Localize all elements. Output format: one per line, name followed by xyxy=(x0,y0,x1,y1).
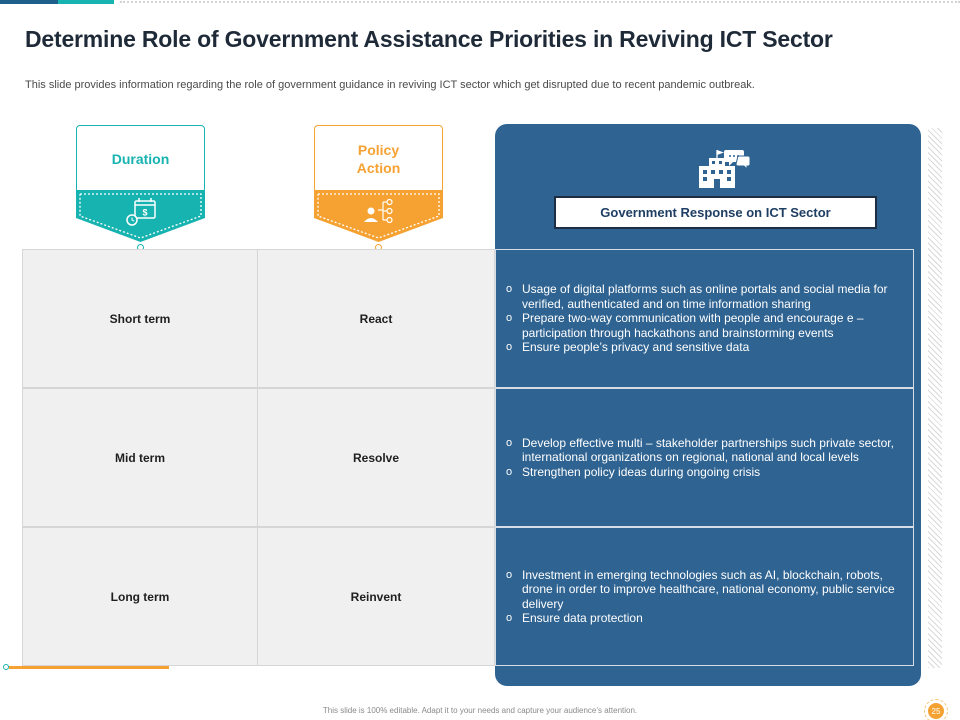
policy-header-line2: Action xyxy=(356,160,401,176)
table-row xyxy=(22,249,914,388)
response-header-label: Government Response on ICT Sector xyxy=(600,205,831,220)
response-cell xyxy=(495,527,914,666)
bullet-item: o Investment in emerging technologies such as AI, blockchain, robots, drone in order to improve healthcare, national economy, public service delivery xyxy=(506,568,905,612)
policy-label: React xyxy=(359,311,393,326)
duration-arrow-banner xyxy=(76,190,205,242)
slide-title: Determine Role of Government Assistance Priorities in Reviving ICT Sector xyxy=(25,26,833,52)
footer-note: This slide is 100% editable. Adapt it to your needs and capture your audience’s attention. xyxy=(322,706,638,715)
bullet-item: o Strengthen policy ideas during ongoing crisis xyxy=(506,465,905,480)
policy-header-label xyxy=(357,141,401,177)
response-cell xyxy=(495,249,914,388)
policy-label: Resolve xyxy=(352,450,400,465)
duration-cell xyxy=(22,388,258,527)
decorative-hatch xyxy=(928,128,942,668)
response-cell xyxy=(495,388,914,527)
bottom-accent-line xyxy=(9,666,169,669)
table-row xyxy=(22,527,914,666)
bullet-item: o Ensure people’s privacy and sensitive data xyxy=(506,340,905,355)
slide-subtitle: This slide provides information regarding the role of government guidance in reviving ICT sector which get disrupted due to recent pandemic outbreak. xyxy=(25,79,755,91)
top-dotted-divider xyxy=(120,1,960,3)
page-number: 25 xyxy=(928,703,944,719)
government-building-icon xyxy=(696,148,752,190)
duration-header xyxy=(76,125,205,193)
duration-header-label: Duration xyxy=(111,151,170,167)
response-bullets xyxy=(506,568,905,626)
priorities-table xyxy=(22,249,914,667)
response-header xyxy=(554,196,877,229)
top-accent-bar-blue xyxy=(0,0,58,4)
bullet-item: o Usage of digital platforms such as online portals and social media for verified, authenticated and on time information sharing xyxy=(506,282,905,311)
policy-header xyxy=(314,125,443,193)
table-row xyxy=(22,388,914,527)
duration-cell xyxy=(22,249,258,388)
duration-label: Mid term xyxy=(114,450,165,465)
svg-text:$: $ xyxy=(142,207,148,218)
policy-cell xyxy=(258,527,495,666)
response-bullets xyxy=(506,282,905,355)
duration-label: Short term xyxy=(109,311,171,326)
bullet-item: o Ensure data protection xyxy=(506,611,905,626)
policy-cell xyxy=(258,388,495,527)
bullet-item: o Develop effective multi – stakeholder partnerships such private sector, international organizations on regional, national and local levels xyxy=(506,436,905,465)
duration-cell xyxy=(22,527,258,666)
policy-header-line1: Policy xyxy=(357,142,400,158)
bullet-item: o Prepare two-way communication with people and encourage e – participation through hackathons and brainstorming events xyxy=(506,311,905,340)
policy-cell xyxy=(258,249,495,388)
response-bullets xyxy=(506,436,905,480)
policy-arrow-banner xyxy=(314,190,443,242)
duration-label: Long term xyxy=(110,589,170,604)
top-accent-bar-teal xyxy=(58,0,114,4)
policy-label: Reinvent xyxy=(350,589,402,604)
